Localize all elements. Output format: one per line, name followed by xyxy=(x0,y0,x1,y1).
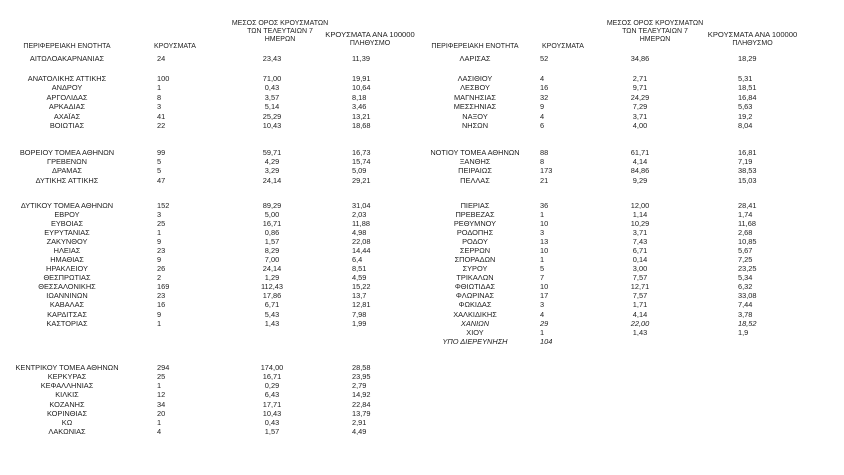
right-row-region: ΝΟΤΙΟΥ ΤΟΜΕΑ ΑΘΗΝΩΝ xyxy=(430,148,520,157)
left-row-avg: 24,14 xyxy=(262,264,282,273)
right-header-avg-3: ΗΜΕΡΩΝ xyxy=(639,36,671,43)
right-row-region: ΡΟΔΟΥ xyxy=(462,237,488,246)
left-row-rate: 22,08 xyxy=(352,237,371,246)
right-row-cases: 32 xyxy=(540,93,549,102)
right-row-rate: 7,19 xyxy=(738,157,753,166)
right-row-cases: 13 xyxy=(540,237,549,246)
right-row-region: ΤΡΙΚΑΛΩΝ xyxy=(456,273,494,282)
left-row-cases: 26 xyxy=(157,264,166,273)
right-row-cases: 4 xyxy=(540,112,545,121)
left-row-avg: 5,00 xyxy=(264,210,280,219)
left-row-region: ΔΥΤΙΚΗΣ ΑΤΤΙΚΗΣ xyxy=(35,176,99,185)
left-row-cases: 20 xyxy=(157,409,166,418)
left-row-cases: 23 xyxy=(157,291,166,300)
left-row-cases: 23 xyxy=(157,246,166,255)
right-row-avg: 84,86 xyxy=(630,166,650,175)
left-row-region: ΕΒΡΟΥ xyxy=(54,210,80,219)
right-row-region: ΜΕΣΣΗΝΙΑΣ xyxy=(453,102,497,111)
left-row-region: ΑΡΓΟΛΙΔΑΣ xyxy=(46,93,88,102)
left-row-region: ΘΕΣΣΑΛΟΝΙΚΗΣ xyxy=(38,282,96,291)
right-row-cases: 4 xyxy=(540,310,545,319)
left-row-avg: 4,29 xyxy=(264,157,280,166)
right-row-rate: 18,29 xyxy=(738,54,757,63)
right-row-cases: 8 xyxy=(540,157,545,166)
right-row-rate: 28,41 xyxy=(738,201,757,210)
right-row-avg: 7,29 xyxy=(632,102,648,111)
right-row-region: ΝΑΞΟΥ xyxy=(462,112,488,121)
right-row-rate: 1,9 xyxy=(738,328,749,337)
left-row-region: ΗΡΑΚΛΕΙΟΥ xyxy=(46,264,88,273)
right-row-cases: 1 xyxy=(540,210,545,219)
right-row-cases: 10 xyxy=(540,219,549,228)
right-row-cases: 3 xyxy=(540,300,545,309)
left-row-rate: 23,95 xyxy=(352,372,371,381)
left-row-avg: 112,43 xyxy=(260,282,284,291)
left-row-region: ΚΟΖΑΝΗΣ xyxy=(49,400,85,409)
right-row-cases: 16 xyxy=(540,83,549,92)
left-row-avg: 5,43 xyxy=(264,310,280,319)
left-row-region: ΒΟΙΩΤΙΑΣ xyxy=(49,121,85,130)
right-row-avg: 7,57 xyxy=(632,291,648,300)
right-row-region: ΠΡΕΒΕΖΑΣ xyxy=(455,210,495,219)
left-row-cases: 1 xyxy=(157,319,162,328)
right-row-avg: 2,71 xyxy=(632,74,648,83)
right-row-avg: 7,43 xyxy=(632,237,648,246)
right-header-cases: ΚΡΟΥΣΜΑΤΑ xyxy=(542,43,584,50)
right-row-cases: 17 xyxy=(540,291,549,300)
right-row-region: ΡΟΔΟΠΗΣ xyxy=(456,228,494,237)
left-row-cases: 24 xyxy=(157,54,166,63)
left-row-cases: 8 xyxy=(157,93,162,102)
right-row-cases: 36 xyxy=(540,201,549,210)
left-row-region: ΑΧΑΪΑΣ xyxy=(53,112,81,121)
right-row-avg: 0,14 xyxy=(632,255,648,264)
left-row-cases: 5 xyxy=(157,166,162,175)
left-row-rate: 14,92 xyxy=(352,390,371,399)
left-row-avg: 10,43 xyxy=(262,121,282,130)
right-row-avg: 3,71 xyxy=(632,112,648,121)
left-row-cases: 1 xyxy=(157,228,162,237)
left-row-avg: 25,29 xyxy=(262,112,282,121)
right-row-avg: 34,86 xyxy=(630,54,650,63)
left-header-cases: ΚΡΟΥΣΜΑΤΑ xyxy=(154,43,196,50)
left-row-avg: 1,57 xyxy=(264,237,280,246)
left-row-rate: 31,04 xyxy=(352,201,371,210)
left-row-cases: 5 xyxy=(157,157,162,166)
left-row-rate: 13,79 xyxy=(352,409,371,418)
right-row-rate: 8,04 xyxy=(738,121,753,130)
right-row-cases: 52 xyxy=(540,54,549,63)
left-row-rate: 7,98 xyxy=(352,310,367,319)
right-header-rate-1: ΚΡΟΥΣΜΑΤΑ ΑΝΑ 100000 xyxy=(707,30,798,39)
left-row-cases: 41 xyxy=(157,112,166,121)
right-row-region: ΦΩΚΙΔΑΣ xyxy=(458,300,492,309)
right-row-avg: 1,43 xyxy=(632,328,648,337)
right-row-avg: 1,14 xyxy=(632,210,648,219)
right-row-avg: 12,71 xyxy=(630,282,650,291)
left-row-avg: 0,43 xyxy=(264,83,280,92)
right-header-avg-1: ΜΕΣΟΣ ΟΡΟΣ ΚΡΟΥΣΜΑΤΩΝ xyxy=(606,20,704,27)
left-row-rate: 4,49 xyxy=(352,427,367,436)
left-row-region: ΑΡΚΑΔΙΑΣ xyxy=(48,102,86,111)
left-row-cases: 1 xyxy=(157,381,162,390)
left-row-rate: 5,09 xyxy=(352,166,367,175)
left-row-cases: 2 xyxy=(157,273,162,282)
right-header-rate-2: ΠΛΗΘΥΣΜΟ xyxy=(732,40,773,47)
left-row-avg: 17,71 xyxy=(262,400,282,409)
left-row-cases: 3 xyxy=(157,102,162,111)
right-row-avg: 4,14 xyxy=(632,310,648,319)
left-row-region: ΚΑΣΤΟΡΙΑΣ xyxy=(46,319,88,328)
left-row-avg: 16,71 xyxy=(262,372,282,381)
left-row-region: ΑΙΤΩΛΟΑΚΑΡΝΑΝΙΑΣ xyxy=(29,54,105,63)
right-row-avg: 4,14 xyxy=(632,157,648,166)
right-row-region: ΛΑΡΙΣΑΣ xyxy=(459,54,491,63)
right-row-rate: 7,25 xyxy=(738,255,753,264)
right-row-rate: 15,03 xyxy=(738,176,757,185)
right-row-avg: 24,29 xyxy=(630,93,650,102)
right-row-rate: 19,2 xyxy=(738,112,753,121)
left-row-rate: 13,7 xyxy=(352,291,367,300)
left-row-rate: 14,44 xyxy=(352,246,371,255)
right-row-cases: 7 xyxy=(540,273,545,282)
right-row-region: ΛΑΣΙΘΙΟΥ xyxy=(457,74,493,83)
right-row-cases: 3 xyxy=(540,228,545,237)
right-row-rate: 5,67 xyxy=(738,246,753,255)
left-row-rate: 15,74 xyxy=(352,157,371,166)
right-row-region: ΦΘΙΩΤΙΔΑΣ xyxy=(454,282,496,291)
left-row-rate: 11,39 xyxy=(352,54,370,63)
left-row-avg: 1,29 xyxy=(264,273,280,282)
left-row-cases: 34 xyxy=(157,400,166,409)
left-row-rate: 8,51 xyxy=(352,264,367,273)
left-row-avg: 5,14 xyxy=(264,102,280,111)
right-row-region: ΣΥΡΟΥ xyxy=(462,264,488,273)
left-row-region: ΔΡΑΜΑΣ xyxy=(52,166,82,175)
left-row-avg: 89,29 xyxy=(262,201,282,210)
left-row-cases: 12 xyxy=(157,390,166,399)
left-row-avg: 23,43 xyxy=(262,54,282,63)
right-row-region: ΧΑΝΙΩΝ xyxy=(460,319,490,328)
right-row-avg: 1,71 xyxy=(632,300,648,309)
left-row-cases: 25 xyxy=(157,372,166,381)
left-row-rate: 28,58 xyxy=(352,363,371,372)
right-row-region: ΝΗΣΩΝ xyxy=(461,121,489,130)
right-row-avg: 9,29 xyxy=(632,176,648,185)
left-row-region: ΑΝΑΤΟΛΙΚΗΣ ΑΤΤΙΚΗΣ xyxy=(27,74,107,83)
left-row-rate: 2,03 xyxy=(352,210,367,219)
left-row-avg: 0,43 xyxy=(264,418,280,427)
right-header-region: ΠΕΡΙΦΕΡΕΙΑΚΗ ΕΝΟΤΗΤΑ xyxy=(431,43,519,50)
left-row-region: ΗΛΕΙΑΣ xyxy=(53,246,81,255)
left-row-avg: 8,29 xyxy=(264,246,280,255)
right-row-cases: 10 xyxy=(540,246,549,255)
right-row-region: ΣΕΡΡΩΝ xyxy=(459,246,491,255)
right-row-avg: 9,71 xyxy=(632,83,648,92)
left-row-rate: 4,98 xyxy=(352,228,367,237)
left-row-cases: 1 xyxy=(157,83,162,92)
left-row-rate: 4,59 xyxy=(352,273,367,282)
left-row-rate: 19,91 xyxy=(352,74,371,83)
right-row-cases: 5 xyxy=(540,264,545,273)
right-row-region: ΠΕΛΛΑΣ xyxy=(460,176,490,185)
left-row-avg: 3,29 xyxy=(264,166,280,175)
left-row-rate: 13,21 xyxy=(352,112,371,121)
left-row-cases: 9 xyxy=(157,255,162,264)
right-row-rate: 11,68 xyxy=(738,219,756,228)
left-row-cases: 3 xyxy=(157,210,162,219)
left-header-avg-1: ΜΕΣΟΣ ΟΡΟΣ ΚΡΟΥΣΜΑΤΩΝ xyxy=(231,20,329,27)
left-row-rate: 15,22 xyxy=(352,282,371,291)
left-row-avg: 10,43 xyxy=(262,409,282,418)
right-row-cases: 1 xyxy=(540,328,545,337)
left-row-rate: 11,88 xyxy=(352,219,370,228)
right-row-cases: 88 xyxy=(540,148,549,157)
right-row-avg: 3,00 xyxy=(632,264,648,273)
left-row-region: ΕΥΒΟΙΑΣ xyxy=(50,219,84,228)
left-row-region: ΚΕΦΑΛΛΗΝΙΑΣ xyxy=(40,381,94,390)
left-row-avg: 7,00 xyxy=(264,255,280,264)
left-header-avg-3: ΗΜΕΡΩΝ xyxy=(264,36,296,43)
right-row-rate: 10,85 xyxy=(738,237,757,246)
right-row-rate: 16,81 xyxy=(738,148,757,157)
right-row-avg: 12,00 xyxy=(630,201,650,210)
right-row-region: ΧΑΛΚΙΔΙΚΗΣ xyxy=(453,310,497,319)
right-row-region: ΡΕΘΥΜΝΟΥ xyxy=(453,219,497,228)
right-row-rate: 23,25 xyxy=(738,264,757,273)
left-row-avg: 174,00 xyxy=(260,363,284,372)
right-row-avg: 61,71 xyxy=(630,148,650,157)
left-row-avg: 1,43 xyxy=(264,319,280,328)
right-row-rate: 5,34 xyxy=(738,273,753,282)
right-row-region: ΠΙΕΡΙΑΣ xyxy=(460,201,490,210)
left-row-region: ΓΡΕΒΕΝΩΝ xyxy=(47,157,87,166)
left-row-region: ΖΑΚΥΝΘΟΥ xyxy=(46,237,88,246)
left-row-region: ΚΑΒΑΛΑΣ xyxy=(49,300,85,309)
left-row-cases: 9 xyxy=(157,310,162,319)
left-row-rate: 12,81 xyxy=(352,300,371,309)
left-header-rate-1: ΚΡΟΥΣΜΑΤΑ ΑΝΑ 100000 xyxy=(325,30,415,39)
right-row-avg: 7,57 xyxy=(632,273,648,282)
left-row-rate: 3,46 xyxy=(352,102,367,111)
left-header-region: ΠΕΡΙΦΕΡΕΙΑΚΗ ΕΝΟΤΗΤΑ xyxy=(23,43,111,50)
right-row-rate: 3,78 xyxy=(738,310,753,319)
right-row-region: ΛΕΣΒΟΥ xyxy=(460,83,490,92)
right-row-rate: 1,74 xyxy=(738,210,753,219)
left-header-rate-2: ΠΛΗΘΥΣΜΟ xyxy=(349,40,391,47)
right-row-region: ΣΠΟΡΑΔΩΝ xyxy=(454,255,496,264)
right-row-region: ΧΙΟΥ xyxy=(466,328,484,337)
left-row-avg: 6,71 xyxy=(264,300,280,309)
right-row-rate: 5,31 xyxy=(738,74,753,83)
right-row-avg: 10,29 xyxy=(630,219,650,228)
left-row-avg: 24,14 xyxy=(262,176,282,185)
right-row-region: ΥΠΟ ΔΙΕΡΕΥΝΗΣΗ xyxy=(442,337,508,346)
left-row-rate: 2,79 xyxy=(352,381,367,390)
right-row-cases: 104 xyxy=(540,337,553,346)
left-row-region: ΒΟΡΕΙΟΥ ΤΟΜΕΑ ΑΘΗΝΩΝ xyxy=(19,148,115,157)
left-row-cases: 22 xyxy=(157,121,166,130)
right-row-rate: 18,52 xyxy=(738,319,757,328)
right-row-cases: 1 xyxy=(540,255,545,264)
right-row-rate: 38,53 xyxy=(738,166,757,175)
left-row-avg: 0,29 xyxy=(264,381,280,390)
right-row-avg: 4,00 xyxy=(632,121,648,130)
left-row-rate: 8,18 xyxy=(352,93,367,102)
right-row-cases: 6 xyxy=(540,121,545,130)
right-row-cases: 173 xyxy=(540,166,553,175)
left-row-cases: 4 xyxy=(157,427,162,436)
left-row-rate: 2,91 xyxy=(352,418,367,427)
right-row-region: ΦΛΩΡΙΝΑΣ xyxy=(455,291,495,300)
left-row-avg: 0,86 xyxy=(264,228,280,237)
left-row-region: ΔΥΤΙΚΟΥ ΤΟΜΕΑ ΑΘΗΝΩΝ xyxy=(20,201,114,210)
left-row-region: ΛΑΚΩΝΙΑΣ xyxy=(48,427,86,436)
left-row-region: ΚΕΡΚΥΡΑΣ xyxy=(47,372,87,381)
right-row-avg: 3,71 xyxy=(632,228,648,237)
left-header-avg-2: ΤΩΝ ΤΕΛΕΥΤΑΙΩΝ 7 xyxy=(247,28,313,35)
left-row-rate: 18,68 xyxy=(352,121,371,130)
right-row-rate: 5,63 xyxy=(738,102,753,111)
left-row-cases: 25 xyxy=(157,219,166,228)
left-row-region: ΚΟΡΙΝΘΙΑΣ xyxy=(46,409,88,418)
left-row-avg: 1,57 xyxy=(264,427,280,436)
left-row-region: ΙΩΑΝΝΙΝΩΝ xyxy=(46,291,88,300)
left-row-region: ΚΕΝΤΡΙΚΟΥ ΤΟΜΕΑ ΑΘΗΝΩΝ xyxy=(15,363,119,372)
right-row-cases: 4 xyxy=(540,74,545,83)
left-row-cases: 294 xyxy=(157,363,170,372)
right-row-rate: 6,32 xyxy=(738,282,753,291)
right-header-avg-2: ΤΩΝ ΤΕΛΕΥΤΑΙΩΝ 7 xyxy=(622,28,688,35)
right-row-avg: 6,71 xyxy=(632,246,648,255)
left-row-avg: 16,71 xyxy=(262,219,282,228)
right-row-cases: 9 xyxy=(540,102,545,111)
left-row-cases: 9 xyxy=(157,237,162,246)
left-row-cases: 100 xyxy=(157,74,170,83)
left-row-rate: 29,21 xyxy=(352,176,371,185)
left-row-avg: 71,00 xyxy=(262,74,282,83)
left-row-cases: 47 xyxy=(157,176,166,185)
left-row-avg: 59,71 xyxy=(262,148,282,157)
left-row-region: ΗΜΑΘΙΑΣ xyxy=(50,255,84,264)
right-row-cases: 29 xyxy=(540,319,549,328)
right-row-rate: 18,51 xyxy=(738,83,757,92)
left-row-rate: 10,64 xyxy=(352,83,371,92)
right-row-region: ΠΕΙΡΑΙΩΣ xyxy=(458,166,492,175)
left-row-avg: 17,86 xyxy=(262,291,282,300)
left-row-region: ΚΩ xyxy=(61,418,73,427)
right-row-region: ΜΑΓΝΗΣΙΑΣ xyxy=(454,93,496,102)
right-row-cases: 10 xyxy=(540,282,549,291)
left-row-cases: 16 xyxy=(157,300,166,309)
left-row-cases: 1 xyxy=(157,418,162,427)
right-row-region: ΞΑΝΘΗΣ xyxy=(459,157,491,166)
left-row-avg: 6,43 xyxy=(264,390,280,399)
left-row-rate: 1,99 xyxy=(352,319,367,328)
right-row-avg: 22,00 xyxy=(630,319,650,328)
right-row-cases: 21 xyxy=(540,176,549,185)
left-row-cases: 169 xyxy=(157,282,170,291)
left-row-region: ΚΑΡΔΙΤΣΑΣ xyxy=(47,310,87,319)
right-row-rate: 33,08 xyxy=(738,291,757,300)
right-row-rate: 16,84 xyxy=(738,93,757,102)
left-row-cases: 152 xyxy=(157,201,170,210)
left-row-avg: 3,57 xyxy=(264,93,280,102)
left-row-region: ΘΕΣΠΡΩΤΙΑΣ xyxy=(43,273,91,282)
left-row-region: ΑΝΔΡΟΥ xyxy=(51,83,83,92)
right-row-rate: 7,44 xyxy=(738,300,753,309)
left-row-rate: 6,4 xyxy=(352,255,363,264)
left-row-rate: 16,73 xyxy=(352,148,371,157)
right-row-rate: 2,68 xyxy=(738,228,753,237)
left-row-region: ΕΥΡΥΤΑΝΙΑΣ xyxy=(44,228,90,237)
left-row-rate: 22,84 xyxy=(352,400,371,409)
left-row-cases: 99 xyxy=(157,148,166,157)
left-row-region: ΚΙΛΚΙΣ xyxy=(55,390,79,399)
